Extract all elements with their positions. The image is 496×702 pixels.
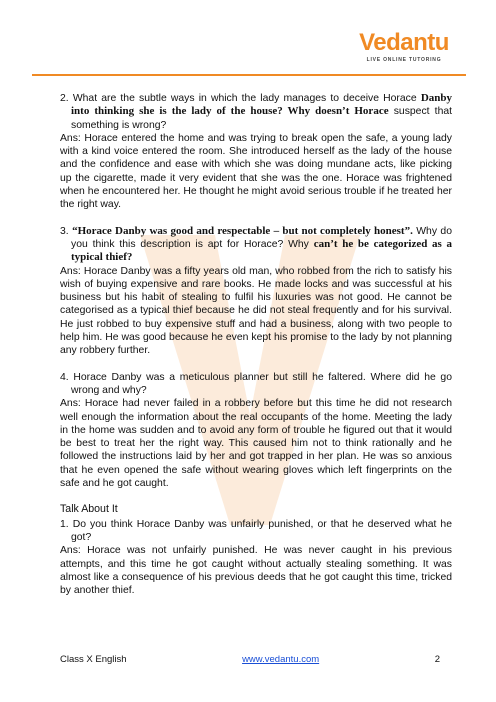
page-footer bbox=[60, 654, 440, 665]
section-heading-talk-about-it: Talk About It bbox=[60, 503, 118, 516]
page-content bbox=[60, 92, 452, 597]
talk-question-1 bbox=[60, 518, 452, 545]
answer-3: Ans: Horace Danby was a fifty years old man, who robbed from the rich to satisfy his wish of buying expensive and rare books. He made locks and was successful at his business but his habit of stealing to fulfil his luxuries was not good. He cannot be categorised as a typical thief because he did not steal frequently and for his survival. He just robbed to buy expensive stuff and had a business, along with two people to help him. He was good because he even kept his promise to the lady by not planning any robbery further. bbox=[60, 265, 452, 357]
footer-class-label: Class X English bbox=[60, 654, 127, 665]
answer-4: Ans: Horace had never failed in a robbery before but this time he did not research well enough the information about the real occupants of the home. Meeting the lady in the home was sudden and to avoid any form of trouble he figured out that it would be best to treat her the right way. This caused him not to think rationally and he followed the instructions laid by her and got trapped in her plan. He was so anxious that he even opened the safe without wearing gloves which left fingerprints on the safe and he got caught. bbox=[60, 398, 452, 490]
header-rule bbox=[32, 74, 466, 76]
question-2 bbox=[60, 92, 452, 132]
question-2-number: 2. bbox=[60, 93, 69, 104]
footer-website-link[interactable]: www.vedantu.com bbox=[242, 654, 320, 665]
logo-tagline: LIVE ONLINE TUTORING bbox=[366, 57, 442, 63]
question-2-text-b: Danby into thinking she is the lady of the house? Why doesn’t Horace bbox=[71, 92, 452, 118]
footer-page-number: 2 bbox=[434, 654, 440, 665]
logo-wordmark: Vedantu bbox=[359, 29, 449, 56]
vedantu-logo bbox=[348, 30, 460, 63]
question-3 bbox=[60, 225, 452, 265]
question-4 bbox=[60, 371, 452, 398]
question-3-text-c: can’t he be categorized as a typical thief? bbox=[71, 237, 453, 264]
question-4-number: 4. bbox=[60, 371, 69, 383]
talk-question-1-text: Do you think Horace Danby was unfairly punished, or that he deserved what he got? bbox=[71, 518, 452, 543]
talk-answer-1: Ans: Horace was not unfairly punished. He was never caught in his previous attempts, and this time he got caught without actually stealing something. It was almost like a consequence of his previous deeds that he got caught this time, tricked by another thief. bbox=[60, 545, 452, 597]
question-3-text-a: “Horace Danby was good and respectable – but not completely honest”. bbox=[72, 224, 413, 237]
answer-2: Ans: Horace entered the home and was trying to break open the safe, a young lady with a kind voice entered the room. She introduced herself as the lady of the house and the confidence and ease with which she was doing mundane acts, like picking up the cigarette, made it very evident that she was the one. Horace was frightened when he encountered her. He thought he might avoid serious trouble if he treated her the right way. bbox=[60, 132, 452, 211]
question-3-number: 3. bbox=[60, 225, 69, 237]
question-2-text-a: What are the subtle ways in which the lady manages to deceive Horace bbox=[72, 93, 417, 104]
question-2-text-c: suspect that something is wrong? bbox=[71, 106, 453, 131]
question-4-text: Horace Danby was a meticulous planner but still he faltered. Where did he go wrong and why? bbox=[71, 371, 452, 396]
talk-question-1-number: 1. bbox=[60, 518, 69, 530]
question-3-text-b: Why do you think this description is apt for Horace? Why bbox=[71, 225, 452, 250]
